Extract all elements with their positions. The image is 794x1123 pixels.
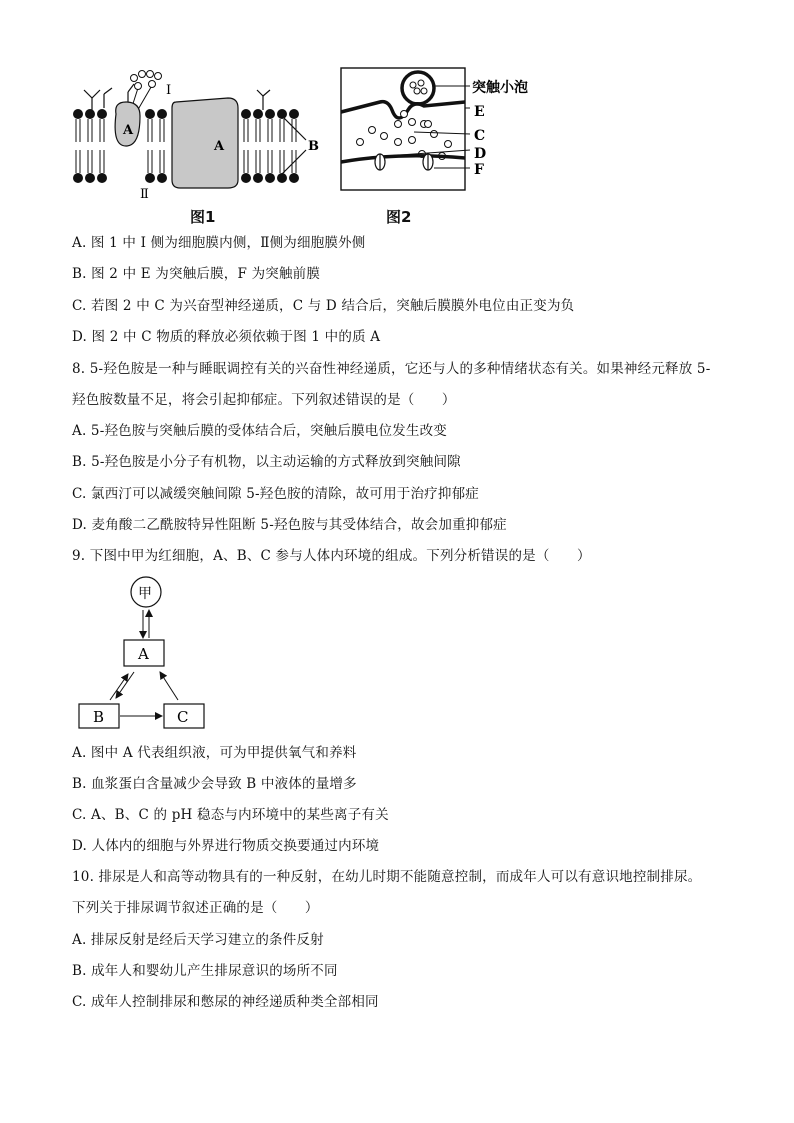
q10-option-b: B. 成年人和婴幼儿产生排尿意识的场所不同 [72,963,338,979]
phospholipid-head [265,109,275,119]
q10-option-a: A. 排尿反射是经后天学习建立的条件反射 [72,932,324,948]
q8-stem-line1: 8. 5-羟色胺是一种与睡眠调控有关的兴奋性神经递质，它还与人的多种情绪状态有关。如果神经元释放 5- [72,361,711,377]
membrane-protein-large [172,98,238,188]
phospholipid-head [73,173,83,183]
label-protein-small: A [123,123,134,138]
label-a: A [138,645,149,663]
label-c-box: C [177,708,189,726]
figure-1-membrane [68,68,338,198]
label-vesicle: 突触小泡 [472,80,528,96]
arrow-b-to-a [110,674,128,700]
phospholipid-head [97,109,107,119]
q10-stem-line2: 下列关于排尿调节叙述正确的是（ ） [72,900,319,916]
q9-option-c: C. A、B、C 的 pH 稳态与内环境中的某些离子有关 [72,807,389,823]
phospholipid-head [289,173,299,183]
label-cell: 甲 [138,586,152,602]
label-protein-large: A [214,139,225,154]
arrow-c-to-a [160,672,178,700]
label-f: F [474,162,484,178]
phospholipid-head [265,173,275,183]
leader-c [414,132,470,134]
q8-option-d: D. 麦角酸二乙酰胺特异性阻断 5-羟色胺与其受体结合，故会加重抑郁症 [72,517,507,533]
q9-option-b: B. 血浆蛋白含量减少会导致 B 中液体的量增多 [72,776,357,792]
phospholipid-head [289,109,299,119]
figure-3-fluid-diagram [76,574,216,734]
phospholipid-head [145,173,155,183]
phospholipid-head [145,109,155,119]
phospholipid-head [277,109,287,119]
q8-option-b: B. 5-羟色胺是小分子有机物，以主动运输的方式释放到突触间隙 [72,454,461,470]
figure-2-synapse [338,64,548,194]
phospholipid-head [241,109,251,119]
label-d: D [474,146,487,162]
phospholipid-head [85,173,95,183]
figure-1-caption: 图1 [190,208,216,226]
q9-option-a: A. 图中 A 代表组织液，可为甲提供氧气和养料 [72,745,357,761]
phospholipid-head [73,109,83,119]
q10-stem-line1: 10. 排尿是人和高等动物具有的一种反射，在幼儿时期不能随意控制，而成年人可以有意识地控制排尿。 [72,869,702,885]
q10-option-c: C. 成年人控制排尿和憋尿的神经递质种类全部相同 [72,994,379,1010]
arrow-a-to-b [116,672,134,698]
phospholipid-head [157,109,167,119]
q8-option-c: C. 氯西汀可以减缓突触间隙 5-羟色胺的清除，故可用于治疗抑郁症 [72,486,479,502]
figure-2-caption: 图2 [386,208,412,226]
q7-option-d: D. 图 2 中 C 物质的释放必须依赖于图 1 中的质 A [72,329,381,345]
label-c: C [474,128,486,144]
phospholipid-head [241,173,251,183]
q9-option-d: D. 人体内的细胞与外界进行物质交换要通过内环境 [72,838,380,854]
phospholipid-head [85,109,95,119]
phospholipid-head [253,109,263,119]
label-b: B [93,708,105,726]
q8-stem-line2: 羟色胺数量不足，将会引起抑郁症。下列叙述错误的是（ ） [72,392,456,408]
label-e: E [474,104,485,120]
postsynaptic-membrane [341,156,465,162]
phospholipid-head [253,173,263,183]
label-side-top: I [166,83,172,98]
label-side-bottom: Ⅱ [140,187,149,198]
phospholipid-head [157,173,167,183]
q8-option-a: A. 5-羟色胺与突触后膜的受体结合后，突触后膜电位发生改变 [72,423,447,439]
phospholipid-head [97,173,107,183]
q7-option-a: A. 图 1 中 I 侧为细胞膜内侧，Ⅱ侧为细胞膜外侧 [72,235,366,251]
q7-option-c: C. 若图 2 中 C 为兴奋型神经递质，C 与 D 结合后，突触后膜膜外电位由正变为负 [72,298,575,314]
q9-stem: 9. 下图中甲为红细胞，A、B、C 参与人体内环境的组成。下列分析错误的是（ ） [72,548,591,564]
label-bracket-b: B [308,139,319,154]
q7-option-b: B. 图 2 中 E 为突触后膜，F 为突触前膜 [72,266,321,282]
